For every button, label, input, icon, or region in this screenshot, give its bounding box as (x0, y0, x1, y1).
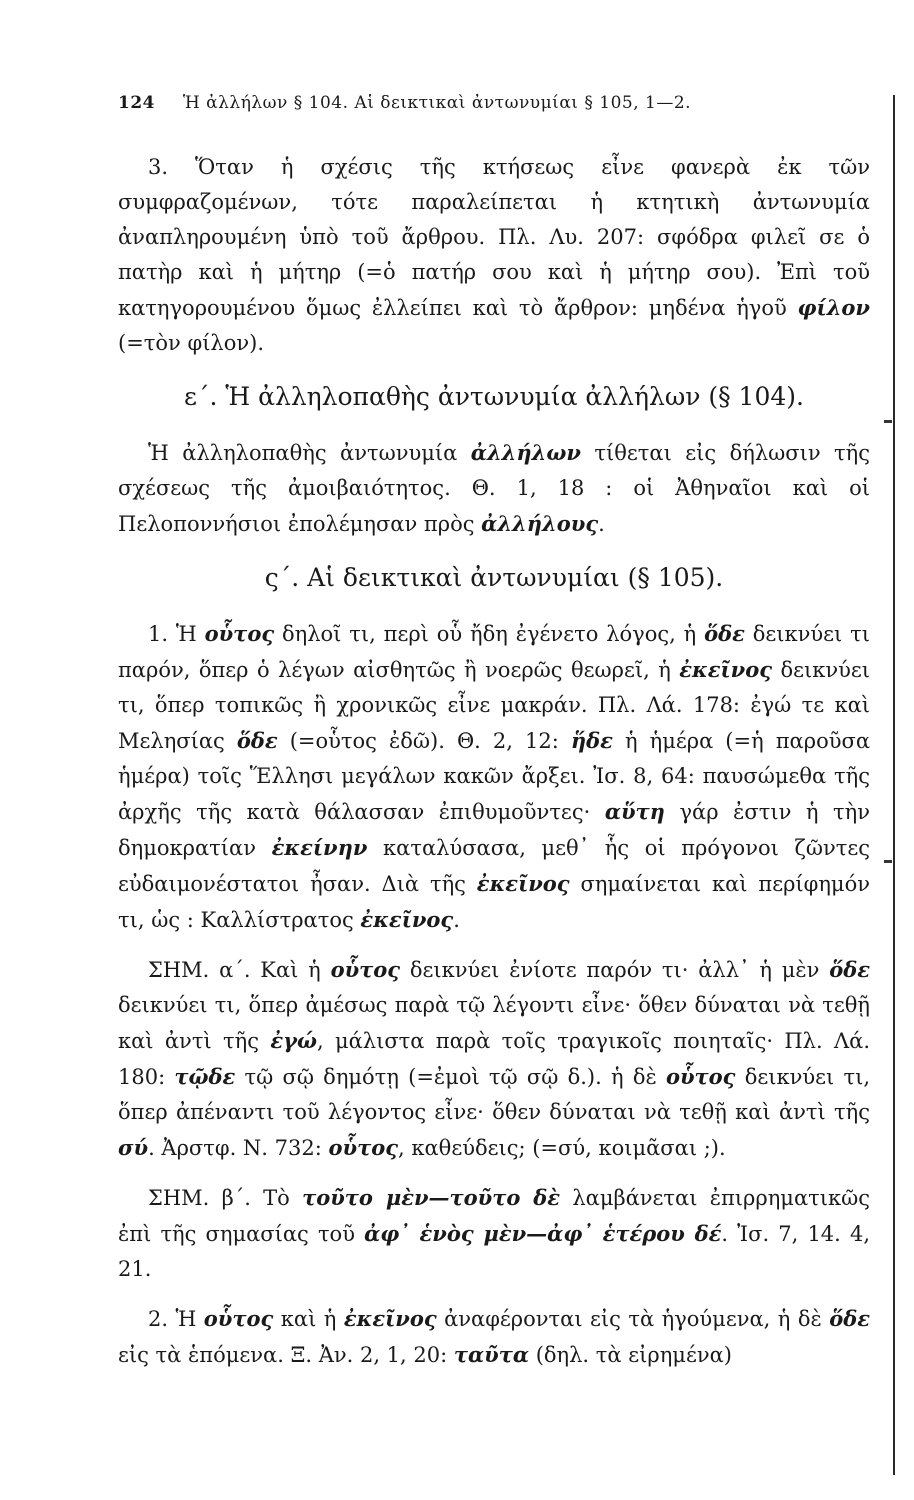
paragraph-gap (118, 1287, 870, 1301)
text-run: Ἡ ἀλληλοπαθὴς ἀντωνυμία (148, 441, 471, 465)
page-edge-mark (884, 860, 892, 863)
text-run: τῷ σῷ δημότῃ (=ἐμοὶ τῷ σῷ δ.). ἡ δὲ (235, 1065, 666, 1089)
paragraph-gap (118, 938, 870, 952)
text-run: λαμβάνεται ἐπιρρηματικῶς ἐπὶ τῆς σημασίας τοῦ (118, 1186, 870, 1246)
body-text (118, 150, 870, 1373)
text-run: 3. Ὅταν ἡ σχέσις τῆς κτήσεως εἶνε φανερὰ ἐκ τῶν συμφραζομένων, τότε παραλείπεται ἡ κτητικὴ ἀντωνυμία ἀναπληρουμένη ὑπὸ τοῦ ἄρθρου. Πλ. Λυ. 207: σφόδρα φιλεῖ σε ὁ πατὴρ καὶ ἡ μήτηρ (=ὁ πατήρ σου καὶ ἡ μήτηρ σου). Ἐπὶ τοῦ κατηγορουμένου ὅμως ἐλλείπει καὶ τὸ ἄρθρον: μηδένα ἡγοῦ (118, 155, 870, 320)
text-run: 1. Ἡ (148, 622, 205, 646)
paragraph (118, 150, 870, 361)
emphasized-term: σύ (118, 1135, 149, 1160)
emphasized-term: ἐκεῖνος (476, 871, 570, 896)
text-run: γάρ ἐστιν ἡ τὴν δημοκρατίαν (118, 800, 870, 860)
text-run: δεικνύει τι παρόν, ὅπερ ὁ λέγων αἰσθητῶς ἢ νοερῶς θεωρεῖ, ἡ (118, 622, 870, 682)
text-run: , μάλιστα παρὰ τοῖς τραγικοῖς ποιηταῖς· Πλ. Λά. 180: (118, 1029, 871, 1089)
emphasized-term: ταῦτα (453, 1342, 530, 1367)
paragraph (118, 616, 870, 938)
text-run: καταλύσασα, μεθ᾽ ἧς οἱ πρόγονοι ζῶντες εὐδαιμονέστατοι ἦσαν. Διὰ τῆς (118, 836, 870, 896)
emphasized-term: οὗτος (328, 1135, 399, 1160)
emphasized-term: ὅδε (704, 621, 745, 646)
emphasized-term: οὗτος (203, 1306, 274, 1331)
paragraph (118, 435, 870, 542)
page-number: 124 (118, 93, 155, 113)
emphasized-term: ἐκείνην (271, 835, 368, 860)
emphasized-term: ὅδε (829, 957, 870, 982)
emphasized-term: ἀλλήλων (470, 440, 581, 465)
emphasized-term: ἀλλήλους (481, 511, 599, 536)
emphasized-term: τοῦτο μὲν—τοῦτο δὲ (302, 1185, 561, 1210)
paragraph (118, 1301, 870, 1373)
emphasized-term: οὗτος (204, 621, 275, 646)
page-edge-mark (884, 420, 892, 423)
text-run: , καθεύδεις; (=σύ, κοιμᾶσαι ;). (398, 1136, 726, 1160)
running-head (118, 88, 870, 118)
text-run: ΣΗΜ. α΄. Καὶ ἡ (148, 958, 331, 982)
text-run: σημαίνεται καὶ περίφημόν τι, ὡς : Καλλίστρατος (118, 872, 870, 932)
text-run: τίθεται εἰς δήλωσιν τῆς σχέσεως τῆς ἀμοιβαιότητος. Θ. 1, 18 : οἱ Ἀθηναῖοι καὶ οἱ Πελοποννήσιοι ἐπολέμησαν πρὸς (118, 441, 870, 536)
text-run: δεικνύει τι, ὅπερ ἀμέσως παρὰ τῷ λέγοντι εἶνε· ὅθεν δύναται νὰ τεθῇ καὶ ἀντὶ τῆς (118, 993, 870, 1053)
text-run: (=οὗτος ἐδῶ). Θ. 2, 12: (277, 729, 571, 753)
text-run: ἀναφέρονται εἰς τὰ ἡγούμενα, ἡ δὲ (436, 1307, 830, 1331)
emphasized-term: τῷδε (174, 1064, 236, 1089)
text-run: καὶ ἡ (273, 1307, 344, 1331)
text-run: δεικνύει ἐνίοτε παρόν τι· ἀλλ᾽ ἡ μὲν (400, 958, 830, 982)
emphasized-term: αὕτη (604, 799, 665, 824)
emphasized-term: ἐκεῖνος (360, 907, 454, 932)
text-run: ἡ ἡμέρα (=ἡ παροῦσα ἡμέρα) τοῖς Ἕλλησι μεγάλων κακῶν ἄρξει. Ἰσ. 8, 64: παυσώμεθα τῆς ἀρχῆς τῆς κατὰ θάλασσαν ἐπιθυμοῦντες· (118, 729, 870, 824)
emphasized-term: ἀφ᾽ ἑνὸς μὲν—ἀφ᾽ ἑτέρου δέ (364, 1221, 722, 1246)
paragraph (118, 952, 870, 1166)
section-heading: ς΄. Αἱ δεικτικαὶ ἀντωνυμίαι (§ 105). (264, 563, 724, 592)
text-run: εἰς τὰ ἑπόμενα. Ξ. Ἀν. 2, 1, 20: (118, 1343, 454, 1367)
section-heading: ε΄. Ἡ ἀλληλοπαθὴς ἀντωνυμία ἀλλήλων (§ 104). (184, 382, 804, 411)
text-run: (δηλ. τὰ εἰρημένα) (529, 1343, 732, 1367)
emphasized-term: οὗτος (665, 1064, 736, 1089)
emphasized-term: φίλον (797, 295, 870, 320)
running-head-left: Ἡ ἀλλήλων § 104. (182, 93, 349, 113)
text-run: . (598, 512, 605, 536)
paragraph (118, 1180, 870, 1287)
running-head-right: Αἱ δεικτικαὶ ἀντωνυμίαι § 105, 1—2. (354, 93, 692, 113)
book-page (118, 88, 870, 1373)
emphasized-term: ὅδε (236, 728, 278, 753)
text-run: . (453, 908, 460, 932)
emphasized-term: ὅδε (829, 1306, 870, 1331)
text-run: . Ἰσ. 7, 14. 4, 21. (118, 1222, 871, 1281)
emphasized-term: ἐκεῖνος (343, 1306, 437, 1331)
text-run: δηλοῖ τι, περὶ οὗ ἤδη ἐγένετο λόγος, ἡ (274, 622, 705, 646)
page-edge-line (893, 95, 895, 1475)
emphasized-term: οὗτος (330, 957, 401, 982)
emphasized-term: ἥδε (570, 728, 613, 753)
text-run: 2. Ἡ (148, 1307, 204, 1331)
text-run: δεικνύει τι, ὅπερ ἀπέναντι τοῦ λέγοντος εἶνε· ὅθεν δύναται νὰ τεθῇ καὶ ἀντὶ τῆς (118, 1065, 870, 1124)
text-run: (=τὸν φίλον). (118, 331, 265, 355)
paragraph-gap (118, 1166, 870, 1180)
emphasized-term: ἐγώ (270, 1028, 317, 1053)
emphasized-term: ἐκεῖνος (679, 657, 773, 682)
text-run: . Ἀρστφ. Ν. 732: (148, 1136, 329, 1160)
text-run: ΣΗΜ. β΄. Τὸ (148, 1186, 303, 1210)
text-run: δεικνύει τι, ὅπερ τοπικῶς ἢ χρονικῶς εἶνε μακράν. Πλ. Λά. 178: ἐγώ τε καὶ Μελησίας (118, 658, 871, 753)
